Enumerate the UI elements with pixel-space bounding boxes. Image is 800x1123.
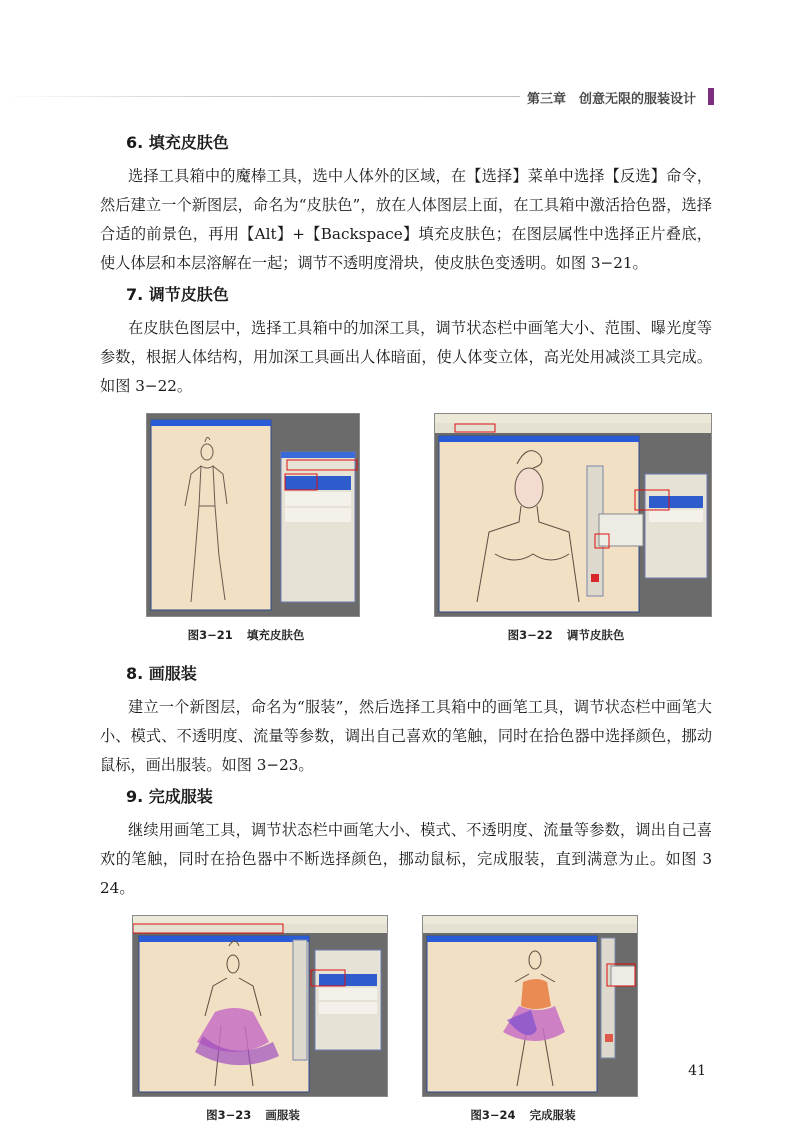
screenshot-adjust-skin: [434, 413, 712, 617]
section-text-8: 建立一个新图层，命名为“服装”，然后选择工具箱中的画笔工具，调节状态栏中画笔大小、模式、不透明度、流量等参数，调出自己喜欢的笔触，同时在拾色器中选择颜色，挪动鼠标，画出服装。如图 3−23。: [100, 698, 712, 774]
figure-title: 画服装: [265, 1108, 300, 1122]
header-accent-bar: [708, 88, 714, 105]
screenshot-draw-dress: [132, 915, 388, 1097]
header-rule: [0, 96, 520, 97]
figure-3-23: [132, 915, 388, 1123]
section-heading-8: 8. 画服装: [126, 664, 197, 683]
section-heading-9: 9. 完成服装: [126, 787, 213, 806]
figure-caption: [188, 627, 319, 643]
section-heading-6: 6. 填充皮肤色: [126, 133, 229, 152]
figure-3-24: [422, 915, 638, 1123]
chapter-title: 第三章 创意无限的服装设计: [526, 92, 696, 107]
figure-title: 填充皮肤色: [246, 628, 305, 642]
photoshop-window-fill-skin: [147, 414, 359, 616]
photoshop-window-adjust-skin: [435, 414, 711, 616]
figure-label: 图3−21: [187, 628, 233, 642]
figure-row-2: [132, 915, 638, 1123]
figure-label: 图3−23: [206, 1108, 252, 1122]
figure-caption: [508, 627, 639, 643]
page-number: 41: [688, 1063, 706, 1079]
figure-caption: [470, 1107, 589, 1123]
figure-title: 完成服装: [529, 1108, 576, 1122]
section-text-6: 选择工具箱中的魔棒工具，选中人体外的区域，在【选择】菜单中选择【反选】命令，然后建立一个新图层，命名为“皮肤色”，放在人体图层上面，在工具箱中激活拾色器，选择合适的前景色，再用【Alt】+【Backspace】填充皮肤色；在图层属性中选择正片叠底，使人体层和本层溶解在一起；调节不透明度滑块，使皮肤色变透明。如图 3−21。: [100, 167, 712, 272]
figure-title: 调节皮肤色: [566, 628, 625, 642]
figure-caption: [206, 1107, 314, 1123]
screenshot-finish-dress: [422, 915, 638, 1097]
figure-3-22: [434, 413, 712, 643]
section-heading-7: 7. 调节皮肤色: [126, 285, 229, 304]
figure-label: 图3−22: [507, 628, 553, 642]
page-content: [100, 130, 712, 1123]
section-text-7: 在皮肤色图层中，选择工具箱中的加深工具，调节状态栏中画笔大小、范围、曝光度等参数，根据人体结构，用加深工具画出人体暗面，使人体变立体，高光处用减淡工具完成。如图 3−22。: [100, 319, 712, 395]
photoshop-window-finish-dress: [423, 916, 637, 1096]
screenshot-fill-skin: [146, 413, 360, 617]
figure-row-1: [100, 413, 712, 643]
section-text-9: 继续用画笔工具，调节状态栏中画笔大小、模式、不透明度、流量等参数，调出自己喜欢的笔触，同时在拾色器中不断选择颜色，挪动鼠标，完成服装，直到满意为止。如图 3 24。: [100, 821, 712, 897]
photoshop-window-draw-dress: [133, 916, 387, 1096]
figure-3-21: [100, 413, 360, 643]
figure-label: 图3−24: [470, 1108, 516, 1122]
